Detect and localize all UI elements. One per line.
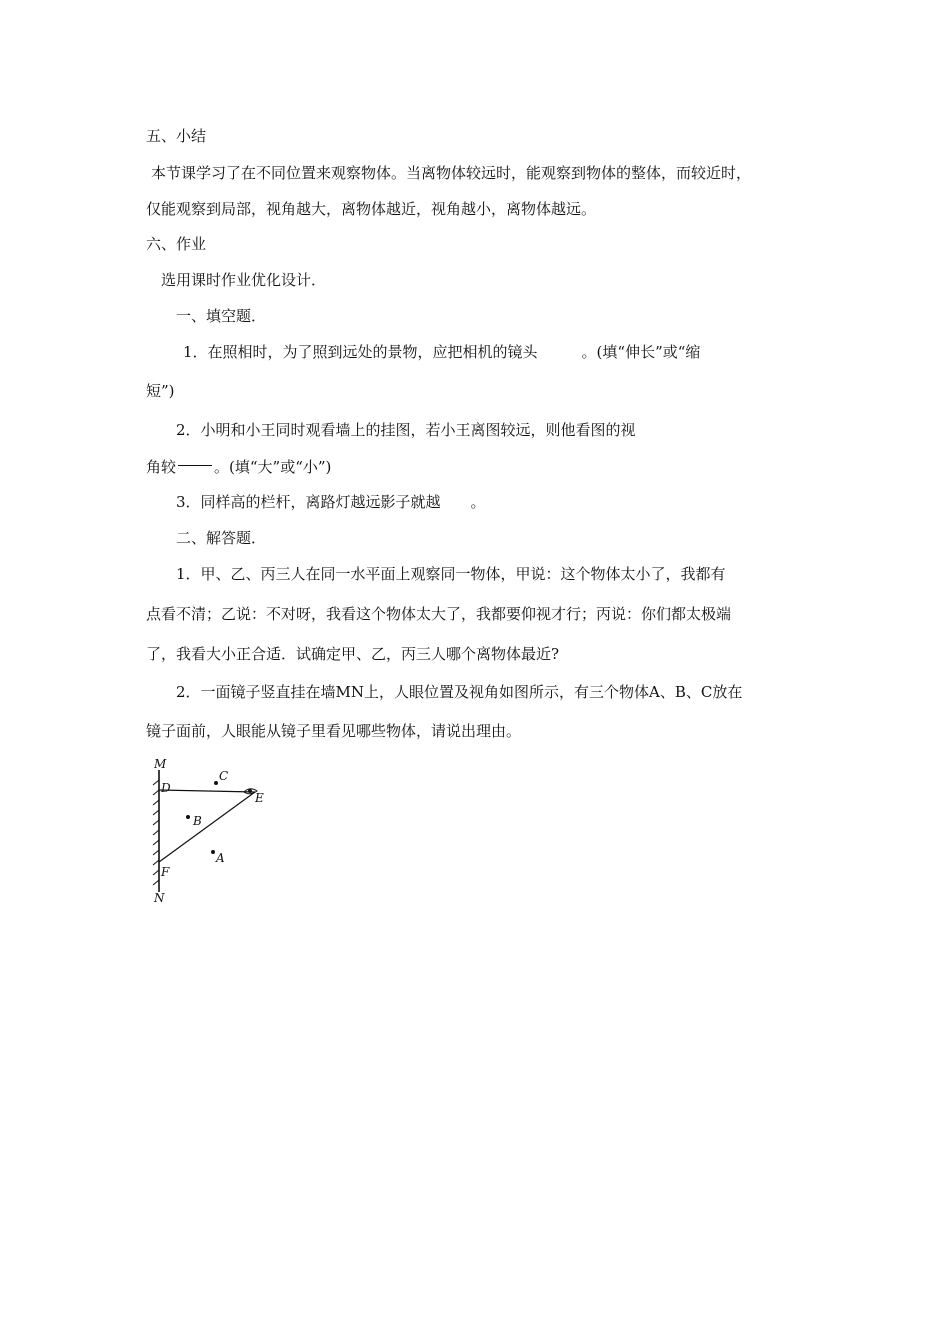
fill-question-2: 2．小明和小王同时观看墙上的挂图，若小王离图较远，则他看图的视 [176, 421, 636, 439]
fill-question-1-hint: 。(填“伸长”或“缩 [581, 343, 701, 361]
label-n: N [154, 891, 165, 905]
fill-question-1-text: 1．在照相时，为了照到远处的景物，应把相机的镜头 [183, 343, 538, 361]
wall-hatching [153, 780, 159, 885]
point-a [211, 850, 215, 854]
homework-heading: 六、作业 [146, 235, 207, 253]
problem-1-line-1: 1．甲、乙、丙三人在同一水平面上观察同一物体，甲说：这个物体太小了，我都有 [176, 565, 726, 583]
label-b: B [193, 814, 202, 828]
summary-paragraph-line-1: 本节课学习了在不同位置来观察物体。当离物体较远时，能观察到物体的整体，而较近时， [151, 164, 752, 182]
answer-section-title: 二、解答题． [176, 529, 267, 547]
problem-2-line-1: 2．一面镜子竖直挂在墙MN上，人眼位置及视角如图所示，有三个物体A、B、C放在 [176, 683, 743, 701]
summary-paragraph-line-2: 仅能观察到局部，视角越大，离物体越近，视角越小，离物体越远。 [146, 200, 597, 218]
fill-question-2-continued [146, 457, 331, 477]
fill-question-2-hint: 。(填“大”或“小”) [214, 458, 332, 476]
fill-question-1 [183, 342, 700, 362]
problem-1-line-3: 了，我看大小正合适．试确定甲、乙，丙三人哪个离物体最近? [146, 645, 560, 663]
label-m: M [154, 758, 167, 771]
fill-question-3-text: 3．同样高的栏杆，离路灯越远影子就越 [176, 493, 441, 511]
label-a: A [216, 851, 225, 865]
fill-question-3-end: 。 [470, 493, 486, 511]
point-b [186, 815, 190, 819]
label-f: F [161, 865, 170, 879]
fill-question-2-prefix: 角较 [146, 458, 177, 476]
label-d: D [161, 781, 171, 795]
label-e: E [255, 791, 264, 805]
sight-line-fe [159, 792, 255, 862]
fill-question-3 [176, 492, 486, 512]
fill-question-1-continued: 短”) [146, 382, 175, 400]
summary-heading: 五、小结 [146, 127, 207, 145]
answer-blank-line [178, 465, 212, 466]
point-c [214, 781, 218, 785]
fill-blank-section-title: 一、填空题． [176, 307, 267, 325]
problem-2-line-2: 镜子面前，人眼能从镜子里看见哪些物体，请说出理由。 [146, 722, 522, 740]
mirror-diagram [140, 758, 280, 908]
sight-line-de [159, 790, 255, 792]
homework-intro: 选用课时作业优化设计． [161, 271, 327, 289]
label-c: C [219, 769, 229, 783]
problem-1-line-2: 点看不清；乙说：不对呀，我看这个物体太大了，我都要仰视才行；丙说：你们都太极端 [146, 605, 732, 623]
